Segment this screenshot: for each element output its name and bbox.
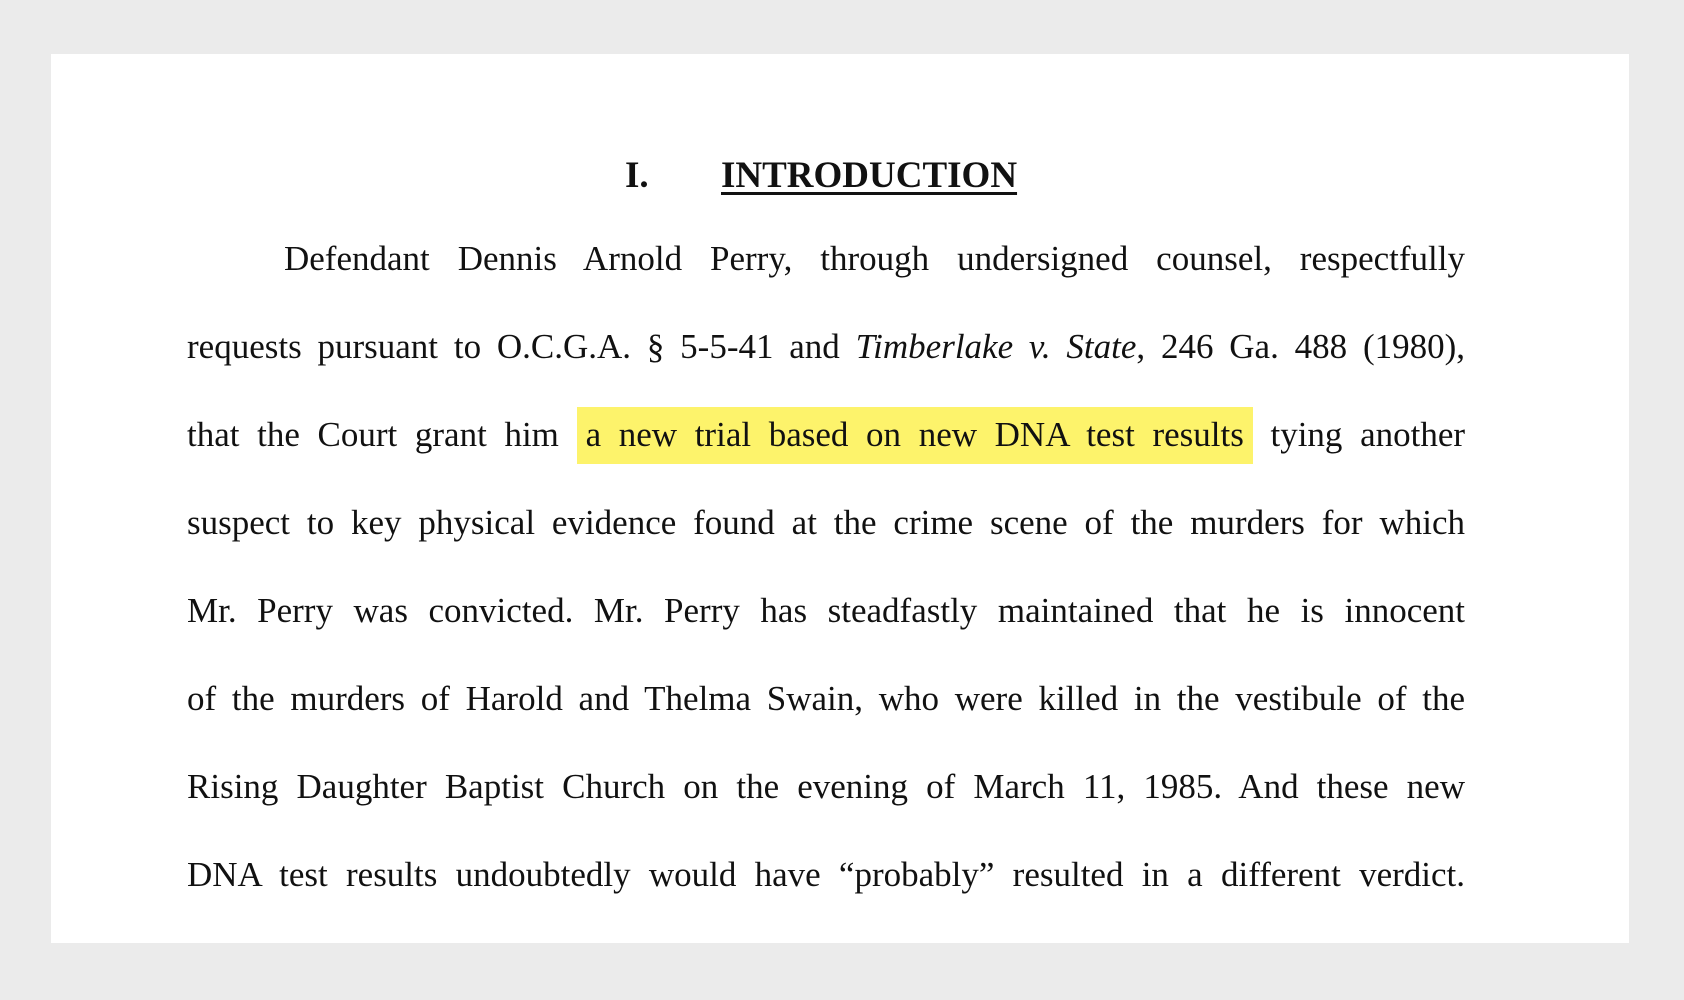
paragraph-line	[187, 410, 1465, 460]
line-text: tying another	[1270, 415, 1466, 454]
section-number: I.	[625, 155, 649, 196]
line-text: requests pursuant to O.C.G.A. § 5-5-41 and	[187, 327, 840, 366]
paragraph-line	[187, 322, 1465, 372]
document-page	[51, 54, 1629, 943]
line-text: , 246 Ga. 488 (1980),	[1136, 327, 1466, 366]
section-heading	[51, 152, 1629, 200]
paragraph-line: Defendant Dennis Arnold Perry, through undersigned counsel, respectfully	[284, 239, 1465, 278]
case-citation: Timberlake v. State	[855, 327, 1137, 366]
paragraph-line: Rising Daughter Baptist Church on the evening of March 11, 1985. And these new	[187, 767, 1465, 806]
line-text: that the Court grant him	[187, 415, 559, 454]
paragraph-line: Mr. Perry was convicted. Mr. Perry has steadfastly maintained that he is innocent	[187, 591, 1465, 630]
section-title: INTRODUCTION	[721, 155, 1018, 196]
paragraph-line: DNA test results undoubtedly would have “probably” resulted in a different verdict.	[187, 855, 1465, 894]
paragraph-line: suspect to key physical evidence found at the crime scene of the murders for which	[187, 503, 1465, 542]
paragraph-line: of the murders of Harold and Thelma Swain, who were killed in the vestibule of the	[187, 679, 1465, 718]
highlighted-text: a new trial based on new DNA test results	[577, 407, 1253, 464]
